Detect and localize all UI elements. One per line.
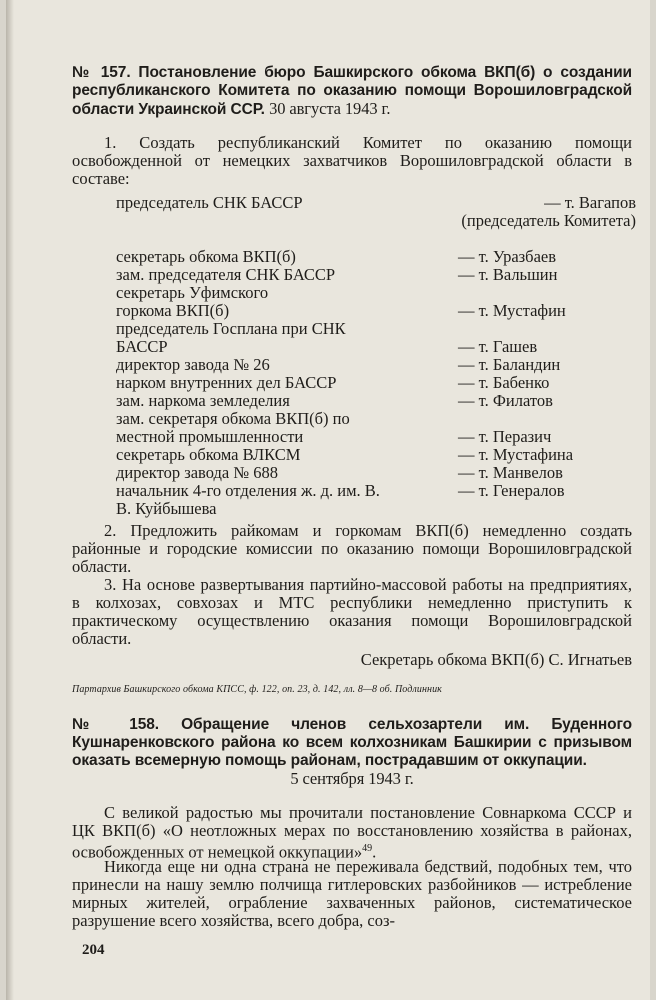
roster-position: директор завода № 688 [116,463,278,482]
roster-position: секретарь обкома ВКП(б) [116,247,296,266]
roster-row [116,392,636,410]
doc157-heading-title: № 157. Постановление бюро Башкирского обкома ВКП(б) о создании республиканского Комитета по оказанию помощи Ворошиловградской области Украинской ССР. [72,64,632,118]
doc157-item-3: 3. На основе развертывания партийно-массовой работы на предприятиях, в колхозах, совхозах и МТС республики немедленно приступить к практическому осуществлению оказания помощи Ворошиловградской области. [72,575,632,648]
roster-position: председатель Госплана при СНК БАССР [116,319,346,356]
doc157-item-2: 2. Предложить райкомам и горкомам ВКП(б) немедленно создать районные и городские комиссии по оказанию помощи Ворошиловградской области. [72,521,632,576]
roster-position: секретарь Уфимского горкома ВКП(б) [116,283,269,320]
roster-row [116,356,636,374]
roster-row [116,482,636,518]
roster-row [116,374,636,392]
roster-name: — т. Генералов [458,481,565,500]
doc157-heading-date: 30 августа 1943 г. [269,99,391,118]
roster-name: — т. Манвелов [458,463,563,482]
roster-row [116,248,636,266]
roster-row [116,410,636,446]
roster-position: нарком внутренних дел БАССР [116,373,337,392]
doc158-paragraph-1-text: С великой радостью мы прочитали постановление Совнаркома СССР и ЦК ВКП(б) «О неотложных мерах по восстановлению хозяйства в районах, освобожденных от немецкой оккупации» [72,803,632,862]
roster-row [116,266,636,284]
roster-name: — т. Гашев [458,337,538,356]
doc157-heading [72,64,632,119]
roster-name: — т. Филатов [458,391,553,410]
page-gutter-shadow [6,0,14,1000]
roster-row [116,464,636,482]
roster-name: — т. Мустафин [458,301,566,320]
roster-row [116,320,636,356]
doc157-archive-source: Партархив Башкирского обкома КПСС, ф. 122, оп. 23, д. 142, лл. 8—8 об. Подлинник [72,684,442,695]
roster-name: — т. Баландин [458,355,561,374]
doc157-item-1: 1. Создать республиканский Комитет по оказанию помощи освобожденной от немецких захватчиков Ворошиловградской области в составе: [72,133,632,188]
roster-position: зам. секретаря обкома ВКП(б) по местной промышленности [116,409,350,446]
book-page [6,0,650,1000]
roster-position: начальник 4-го отделения ж. д. им. В. В. Куйбышева [116,481,380,518]
roster-name: — т. Мустафина [458,445,574,464]
roster-position: зам. председателя СНК БАССР [116,265,336,284]
roster-row [116,194,636,248]
roster-position: директор завода № 26 [116,355,270,374]
page-number: 204 [82,942,105,958]
doc158-heading-title: № 158. Обращение членов сельхозартели им. Буденного Кушнаренковского района ко всем колхозникам Башкирии с призывом оказать всемерную помощь районам, пострадавшим от оккупации. [72,716,632,769]
roster-position: секретарь обкома ВЛКСМ [116,445,301,464]
doc158-heading-date: 5 сентября 1943 г. [290,769,414,788]
roster-position: зам. наркома земледелия [116,391,290,410]
roster-name: — т. Бабенко [458,373,550,392]
roster-row [116,284,636,320]
roster-name: — т. Вагапов (председатель Комитета) [461,193,636,230]
roster-name: — т. Перазич [458,427,552,446]
doc158-heading [72,716,632,788]
roster-name: — т. Вальшин [458,265,558,284]
roster-name: — т. Уразбаев [458,247,557,266]
committee-roster [116,194,636,518]
doc158-paragraph-2: Никогда еще ни одна страна не переживала бедствий, подобных тем, что принесли на нашу землю полчища гитлеровских разбойников — истребление мирных жителей, ограбление захваченных районов, систематическое разрушение всего хозяйства, всего добра, соз- [72,857,632,930]
roster-position: председатель СНК БАССР [116,193,303,212]
footnote-marker: 49 [362,843,373,854]
doc157-signature: Секретарь обкома ВКП(б) С. Игнатьев [360,650,632,669]
roster-row [116,446,636,464]
doc158-paragraph-1-end: . [372,842,377,862]
doc158-paragraph-1 [72,804,632,862]
